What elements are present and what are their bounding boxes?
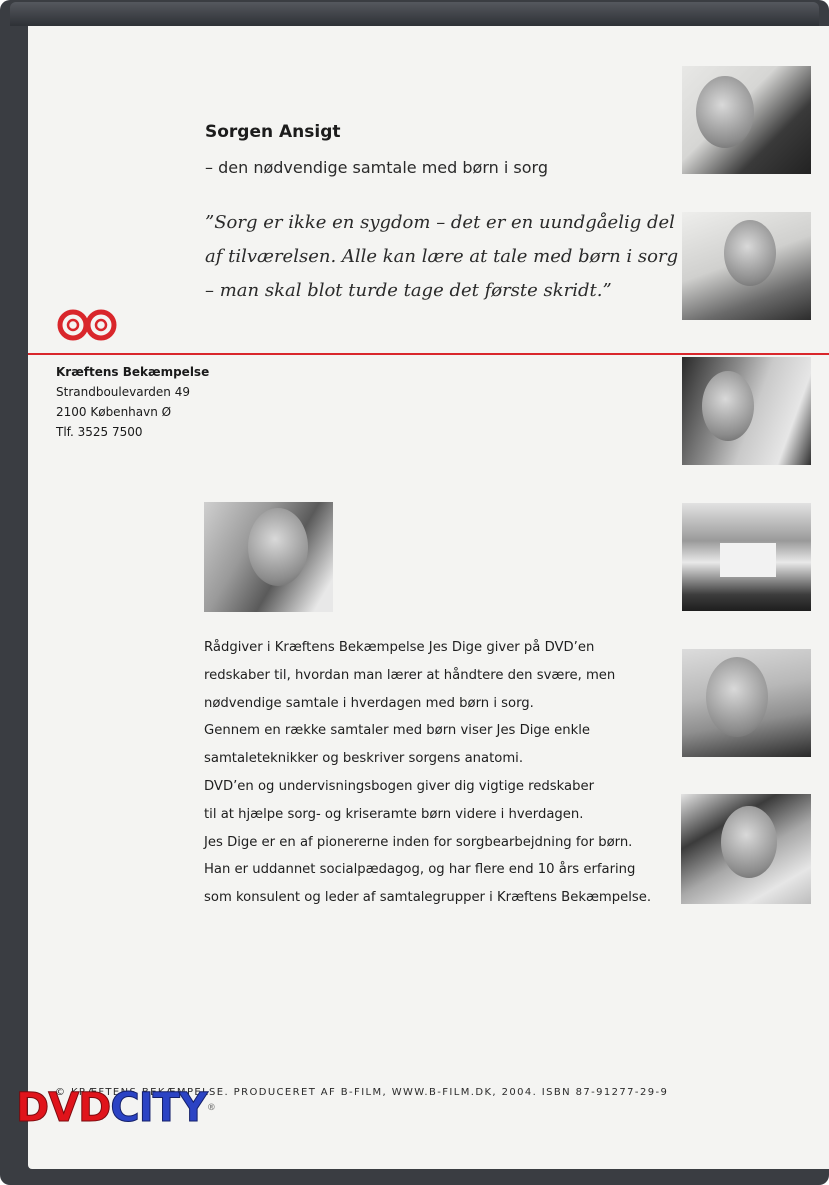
smiling-girl-photo [681, 794, 811, 904]
description-text [204, 634, 652, 912]
address-block [56, 362, 209, 442]
postal-city: 2100 København Ø [56, 405, 172, 419]
copyright-credits: © KRÆFTENS BEKÆMPELSE. PRODUCERET AF B-FILM, WWW.B-FILM.DK, 2004. ISBN 87-91277-29-9 [55, 1087, 669, 1098]
description-line: til at hjælpe sorg- og kriseramte børn videre i hverdagen. [204, 806, 584, 822]
case-top-edge [10, 2, 819, 26]
cover-subtitle: – den nødvendige samtale med børn i sorg [205, 158, 548, 177]
description-line: Han er uddannet socialpædagog, og har flere end 10 års erfaring [204, 862, 636, 878]
watermark-city-text: CITY [110, 1085, 207, 1131]
red-divider-line [28, 353, 829, 355]
cover-sheet [28, 26, 829, 1169]
double-ring-logo-icon [56, 308, 124, 342]
street-address: Strandboulevarden 49 [56, 385, 190, 399]
description-line: Rådgiver i Kræftens Bekæmpelse Jes Dige giver på DVD’en [204, 640, 595, 655]
description-line: som konsulent og leder af samtalegrupper i Kræftens Bekæmpelse. [204, 890, 652, 906]
quote-line: ”Sorg er ikke en sygdom – det er en uundgåelig del [205, 212, 675, 233]
boy-closeup-photo [682, 649, 811, 757]
children-profile-photo [682, 357, 811, 465]
description-line: redskaber til, hvordan man lærer at håndtere den svære, men [204, 667, 616, 683]
cover-title: Sorgen Ansigt [205, 122, 341, 142]
man-portrait-photo [204, 502, 333, 612]
description-line: Jes Dige er en af pionererne inden for sorgbearbejdning for børn. [204, 834, 633, 850]
description-line: DVD’en og undervisningsbogen giver dig vigtige redskaber [204, 778, 595, 794]
dvdcity-watermark [16, 1082, 216, 1134]
quote-line: af tilværelsen. Alle kan lære at tale med børn i sorg [205, 246, 679, 267]
registered-mark: ® [206, 1103, 216, 1113]
boy-portrait-photo [682, 66, 811, 174]
quote-line: – man skal blot turde tage det første skridt.” [205, 280, 612, 301]
watermark-dvd-text: DVD [16, 1085, 111, 1131]
description-line: Gennem en række samtaler med børn viser Jes Dige enkle [204, 723, 590, 739]
group-meeting-photo [682, 503, 811, 611]
girl-portrait-photo [682, 212, 811, 320]
phone-number: Tlf. 3525 7500 [56, 425, 143, 439]
quote-block [205, 206, 679, 308]
description-line: nødvendige samtale i hverdagen med børn i sorg. [204, 695, 534, 711]
description-line: samtaleteknikker og beskriver sorgens anatomi. [204, 751, 524, 767]
organization-name: Kræftens Bekæmpelse [56, 365, 210, 379]
